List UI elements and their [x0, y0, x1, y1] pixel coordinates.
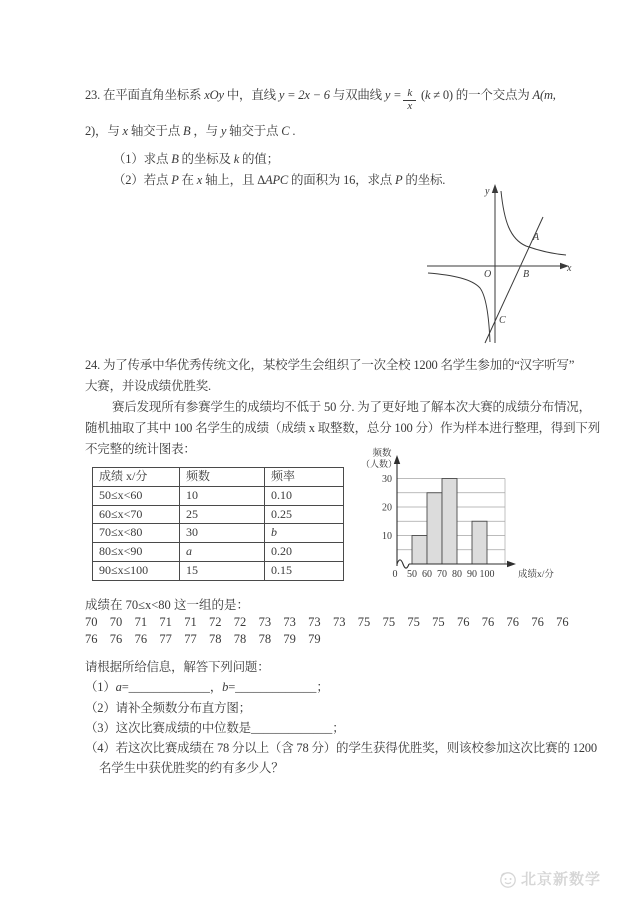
questions-intro: 请根据所给信息，解答下列问题： — [85, 660, 270, 674]
p23-math: B — [171, 152, 179, 166]
score-value: 76 — [531, 615, 544, 629]
p23-text: 在 — [178, 173, 197, 187]
question-4-line2: 名学生中获优胜奖的约有多少人？ — [99, 761, 284, 776]
score-value: 70 — [109, 615, 123, 629]
scores-heading — [85, 597, 580, 614]
q3-blank: _____________ — [250, 720, 333, 735]
problem-24-line3: 赛后发现所有参赛学生的成绩均不低于 50 分. 为了更好地了解本次大赛的成绩分布情况， — [112, 400, 591, 414]
xtick-60: 60 — [422, 569, 432, 580]
score-value: 76 — [85, 632, 98, 646]
fraction-denominator: x — [407, 100, 413, 112]
scores-row-1 — [85, 614, 580, 631]
p23-text: . — [289, 124, 296, 138]
scores-heading-text: 成绩在 — [85, 598, 126, 612]
hist-ytick-labels — [382, 474, 392, 542]
question-1 — [85, 677, 590, 697]
p23-text: ( — [418, 88, 425, 102]
score-value: 73 — [332, 615, 346, 629]
scores-heading-tail: 这一组的是： — [170, 598, 249, 612]
header-score: 成绩 x/分 — [93, 468, 180, 487]
cell-rate-unknown-b: b — [265, 524, 344, 543]
table-row — [93, 505, 344, 524]
p23-text: 的面积为 16，求点 — [288, 173, 396, 187]
p23-math: xOy — [204, 88, 224, 102]
cell-rate: 0.15 — [265, 561, 344, 580]
score-value: 71 — [159, 615, 172, 629]
score-value: 72 — [208, 615, 222, 629]
cell-rate: 0.10 — [265, 486, 344, 505]
score-value: 75 — [382, 615, 396, 629]
score-value: 75 — [432, 615, 445, 629]
score-value: 79 — [308, 632, 321, 646]
cell-range: 80≤x<90 — [93, 543, 180, 562]
problem-24-line2: 大赛，并设成绩优胜奖. — [85, 379, 211, 393]
cell-frequency-unknown-a: a — [180, 543, 265, 562]
header-frequency: 频数 — [180, 468, 265, 487]
hyperbola-branch-1 — [501, 191, 566, 255]
score-value: 70 — [85, 615, 98, 629]
score-value: 76 — [506, 615, 520, 629]
hist-x-arrow-icon — [507, 561, 516, 567]
hyperbola-line-graph — [423, 176, 575, 346]
p23-math: y = 2x − 6 — [278, 88, 330, 102]
q1-end: ； — [316, 680, 329, 695]
p23-text: ≠ 0) 的一个交点为 — [430, 88, 533, 102]
problem-24-line1: 24. 为了传承中华优秀传统文化，某校学生会组织了一次全校 1200 名学生参加的“汉字听写” — [85, 358, 575, 372]
score-value: 76 — [134, 632, 148, 646]
q1-sep: ， — [209, 680, 223, 695]
score-value: 76 — [456, 615, 470, 629]
p23-text: 中，直线 — [223, 88, 279, 102]
p23-math: y — [220, 124, 227, 138]
ytick-30: 30 — [382, 474, 392, 485]
p23-text: 2)，与 — [85, 124, 123, 138]
p23-math: APC — [265, 173, 289, 187]
question-4-line1: （4）若这次比赛成绩在 78 分以上（含 78 分）的学生获得优胜奖，则该校参加这次比赛的 1200 — [85, 741, 597, 756]
score-value: 79 — [283, 632, 296, 646]
table-row — [93, 561, 344, 580]
hist-bar-90≤x≤100 — [472, 521, 487, 564]
p23-text: 的坐标. — [402, 173, 446, 187]
p23-text: 与双曲线 — [329, 88, 385, 102]
p23-text: 的坐标及 — [178, 152, 234, 166]
ytick-20: 20 — [382, 502, 392, 514]
question-3 — [85, 718, 590, 738]
xtick-90: 90 — [467, 569, 477, 580]
score-value: 71 — [134, 615, 148, 629]
score-value: 76 — [556, 615, 569, 629]
p23-math: P — [171, 173, 179, 187]
p23-text: 23. 在平面直角坐标系 — [85, 88, 205, 102]
p23-text: 轴交于点 — [226, 124, 282, 138]
q3-text: （3）这次比赛成绩的中位数是 — [85, 720, 251, 735]
cell-range: 60≤x<70 — [93, 505, 180, 524]
frequency-histogram — [350, 444, 565, 594]
watermark-text: 北京新数学 — [521, 871, 602, 888]
score-value: 77 — [184, 632, 197, 646]
hist-bar-50≤x<60 — [412, 536, 427, 565]
score-value: 71 — [184, 615, 197, 629]
q1-number: （1） — [85, 680, 116, 695]
p23-math: x — [122, 124, 128, 138]
hist-ylabel-line1: 频数 — [372, 449, 392, 459]
p23-math: k — [233, 152, 240, 166]
hist-bar-60≤x<70 — [427, 493, 442, 564]
problem-24-line5: 不完整的统计图表： — [85, 442, 196, 456]
score-value: 78 — [208, 632, 222, 646]
score-value: 77 — [159, 632, 172, 646]
table-row — [93, 524, 344, 543]
cell-rate: 0.25 — [265, 505, 344, 524]
frequency-table — [92, 467, 344, 581]
problem-23-subquestion-1 — [113, 149, 279, 169]
fraction-k-over-x — [403, 88, 416, 112]
header-rate: 频率 — [265, 468, 344, 487]
score-value: 75 — [357, 615, 371, 629]
p23-math: B — [182, 124, 191, 138]
score-value: 76 — [109, 632, 123, 646]
problem-23-subquestion-2 — [113, 170, 445, 190]
p23-math: A(m, — [532, 88, 556, 102]
p23-text: 轴交于点 — [127, 124, 183, 138]
label-y: y — [485, 186, 490, 197]
cell-range: 50≤x<60 — [93, 486, 180, 505]
q1-blank-a: _____________ — [128, 680, 210, 695]
xtick-80: 80 — [452, 569, 462, 580]
q1-blank-b: _____________ — [235, 680, 317, 695]
p23-math: C — [281, 124, 290, 138]
questions-section — [85, 657, 597, 779]
label-x: x — [567, 263, 572, 274]
q1-var-b: b — [222, 680, 229, 695]
q1-eq2: = — [228, 680, 236, 695]
cell-frequency: 10 — [180, 486, 265, 505]
cell-frequency: 15 — [180, 561, 265, 580]
q3-end: ； — [332, 720, 345, 735]
problem-24-line4: 随机抽取了其中 100 名学生的成绩（成绩 x 取整数，总分 100 分）作为样本进行整理，得到下列 — [85, 421, 601, 435]
question-2: （2）请补全频数分布直方图； — [85, 700, 251, 715]
hist-xtick-labels — [393, 569, 495, 580]
hist-ylabel-line2: （人数） — [360, 459, 398, 469]
hist-bar-70≤x<80 — [442, 479, 457, 565]
hyperbola-branch-3 — [428, 273, 490, 342]
score-value: 78 — [258, 632, 272, 646]
table-header-row — [93, 468, 344, 487]
p23-text: （1）求点 — [113, 152, 172, 166]
problem-23-line1 — [85, 80, 556, 113]
xtick-50: 50 — [407, 569, 417, 580]
q1-eq: = — [121, 680, 129, 695]
watermark-logo-icon — [498, 869, 518, 889]
cell-range: 70≤x<80 — [93, 524, 180, 543]
p23-text: 轴上，且 Δ — [202, 173, 266, 187]
p23-math: x — [196, 173, 203, 187]
cell-rate: 0.20 — [265, 543, 344, 562]
watermark — [498, 868, 601, 889]
axis-break-icon — [397, 560, 409, 568]
scores-list-section — [85, 597, 580, 648]
label-point-b: B — [523, 269, 530, 280]
table-row — [93, 486, 344, 505]
xtick-100: 100 — [479, 569, 495, 580]
cell-range: 90≤x≤100 — [93, 561, 180, 580]
score-value: 78 — [233, 632, 247, 646]
p23-text: （2）若点 — [113, 173, 172, 187]
p23-math: k — [425, 88, 431, 102]
cell-frequency: 30 — [180, 524, 265, 543]
hist-xlabel: 成绩x/分 — [518, 570, 554, 580]
score-value: 73 — [283, 615, 296, 629]
score-value: 73 — [308, 615, 321, 629]
xtick-70: 70 — [437, 569, 447, 580]
p23-math: y = — [384, 88, 402, 102]
score-value: 75 — [407, 615, 420, 629]
p23-text: 的值； — [239, 152, 279, 166]
table-row — [93, 543, 344, 562]
scores-heading-range: 70≤x<80 — [125, 598, 171, 612]
score-value: 72 — [233, 615, 247, 629]
score-value: 73 — [258, 615, 272, 629]
p23-text: ，与 — [190, 124, 221, 138]
ytick-10: 10 — [382, 531, 392, 542]
scores-row-2 — [85, 631, 580, 648]
fraction-numerator: k — [403, 88, 416, 101]
label-point-a: A — [533, 232, 540, 243]
y-axis-arrow-icon — [492, 184, 498, 193]
xtick-0: 0 — [392, 569, 398, 580]
q1-var-a: a — [115, 680, 122, 695]
score-value: 76 — [481, 615, 495, 629]
cell-frequency: 25 — [180, 505, 265, 524]
problem-23-line2 — [85, 121, 295, 141]
p23-math: P — [395, 173, 403, 187]
label-origin: O — [484, 269, 492, 280]
label-point-c: C — [499, 315, 506, 326]
